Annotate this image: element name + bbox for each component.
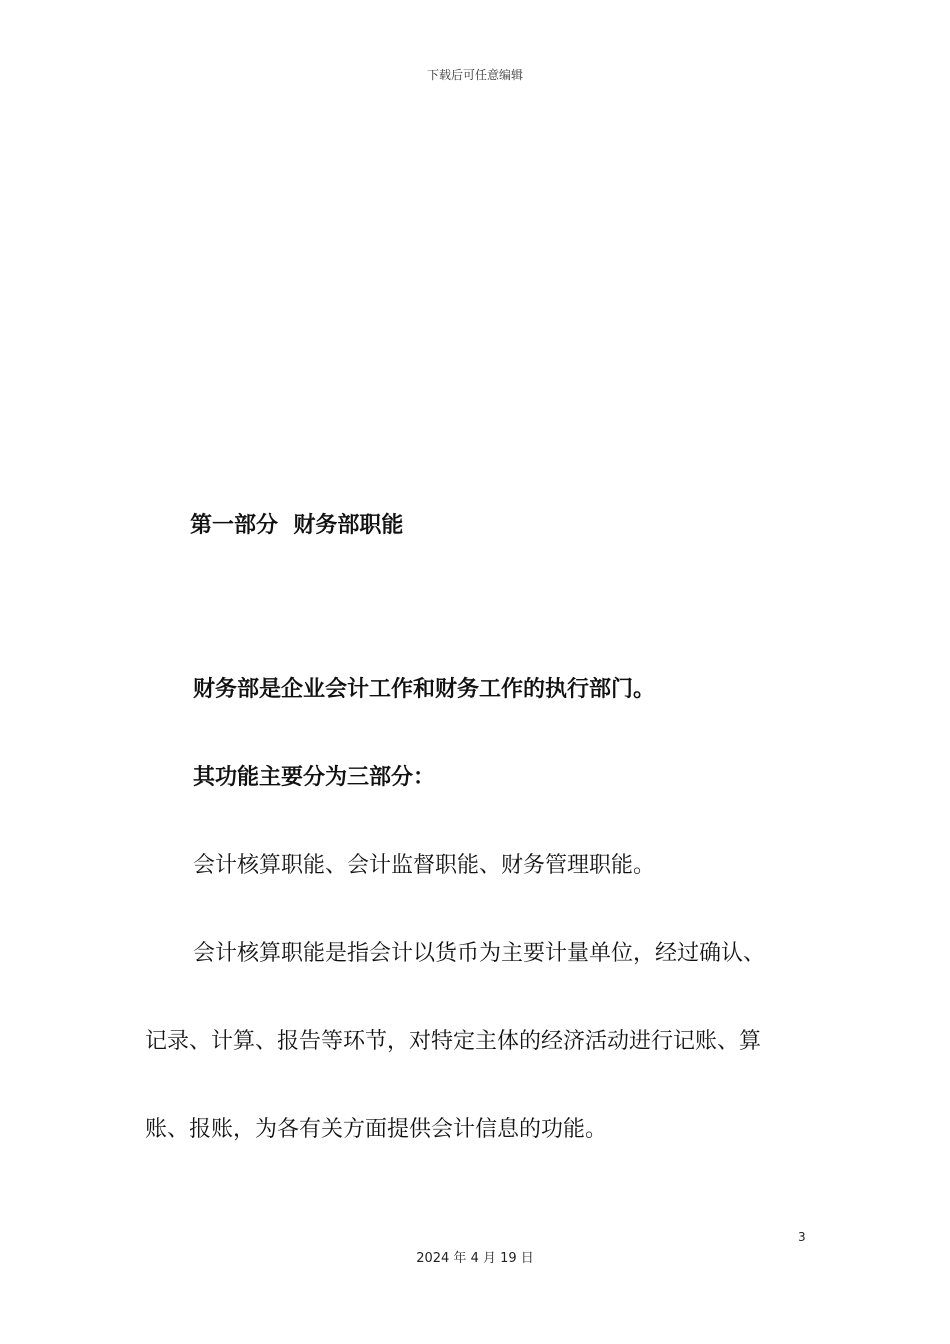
paragraph-functions-heading: 其功能主要分为三部分： — [193, 765, 436, 790]
paragraph-accounting-line-3: 账、报账，为各有关方面提供会计信息的功能。 — [145, 1117, 608, 1142]
paragraph-functions-list: 会计核算职能、会计监督职能、财务管理职能。 — [193, 853, 656, 878]
footer-date: 2024 年 4 月 19 日 — [416, 1251, 534, 1266]
paragraph-intro: 财务部是企业会计工作和财务工作的执行部门。 — [193, 677, 656, 702]
paragraph-accounting-line-1: 会计核算职能是指会计以货币为主要计量单位，经过确认、 — [193, 941, 766, 966]
page-header: 下载后可任意编辑 — [426, 68, 523, 82]
paragraph-accounting-line-2: 记录、计算、报告等环节，对特定主体的经济活动进行记账、算 — [145, 1029, 762, 1054]
page-number: 3 — [798, 1230, 806, 1244]
section-title: 第一部分 财务部职能 — [190, 513, 404, 538]
